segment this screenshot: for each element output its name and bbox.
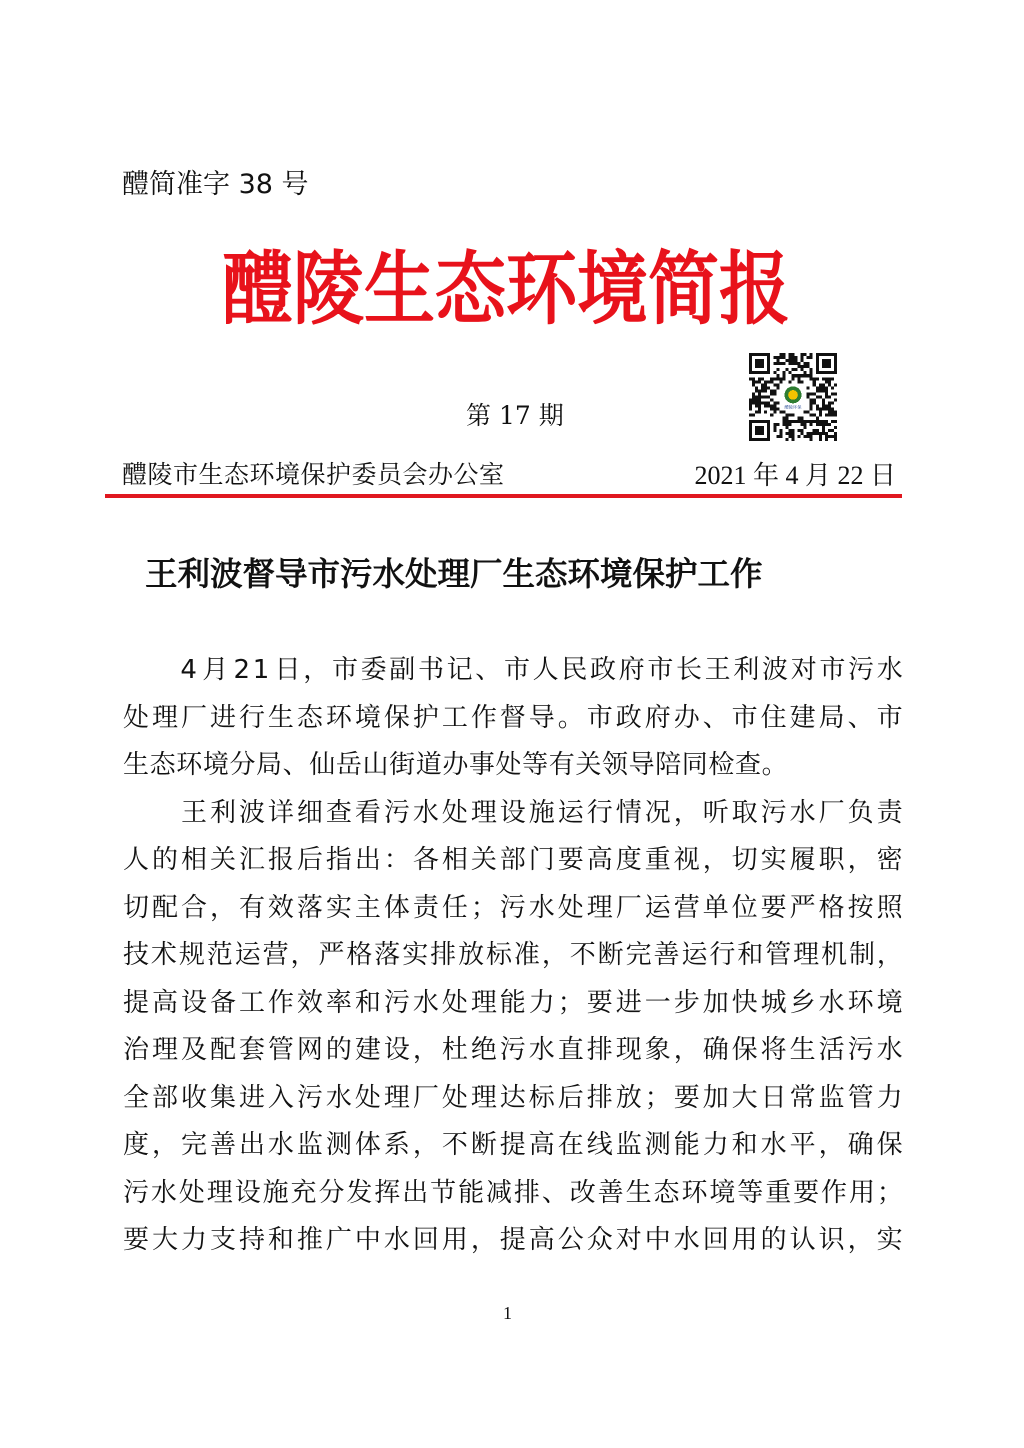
body-line: 污 水 处 理 设 施 充 分 发 挥 出 节 能 减 排 、 改 善 生 态 环 境 等 重 要 作 用 ； — [123, 1177, 903, 1208]
body-line: 技 术 规 范 运 营 ， 严 格 落 实 排 放 标 准 ， 不 断 完 善 运 行 和 管 理 机 制 ， — [123, 940, 903, 970]
article-headline: 王利波督导市污水处理厂生态环境保护工作 — [145, 554, 763, 593]
body-line: 处 理 厂 进 行 生 态 环 境 保 护 工 作 督 导 。 市 政 府 办 、 市 住 建 局 、 市 — [123, 702, 903, 733]
issuer: 醴陵市生态环境保护委员会办公室 — [122, 460, 505, 489]
qr-logo-label: 醴陵环保 — [784, 404, 802, 410]
page-number: 1 — [503, 1303, 512, 1323]
body-line: 4 月 2 1 日 ， 市 委 副 书 记 、 市 人 民 政 府 市 长 王 利 波 对 市 污 水 — [180, 655, 903, 685]
body-line: 提 高 设 备 工 作 效 率 和 污 水 处 理 能 力 ； 要 进 一 步 加 快 城 乡 水 环 境 — [123, 987, 903, 1018]
body-line: 切 配 合 ， 有 效 落 实 主 体 责 任 ； 污 水 处 理 厂 运 营 单 位 要 严 格 按 照 — [123, 892, 903, 923]
body-line: 全 部 收 集 进 入 污 水 处 理 厂 处 理 达 标 后 排 放 ； 要 加 大 日 常 监 管 力 — [123, 1082, 903, 1113]
body-line: 治 理 及 配 套 管 网 的 建 设 ， 杜 绝 污 水 直 排 现 象 ， 确 保 将 生 活 污 水 — [123, 1035, 903, 1065]
masthead-title: 醴陵生态环境简报 — [222, 241, 791, 336]
body-line: 王 利 波 详 细 查 看 污 水 处 理 设 施 运 行 情 况 ， 听 取 污 水 厂 负 责 — [180, 797, 903, 828]
issue-date: 2021 年 4 月 22 日 — [694, 461, 896, 490]
body-line: 人 的 相 关 汇 报 后 指 出 ： 各 相 关 部 门 要 高 度 重 视 ， 切 实 履 职 ， 密 — [123, 845, 903, 875]
body-line: 生 态 环 境 分 局 、 仙 岳 山 街 道 办 事 处 等 有 关 领 导 陪 同 检 查 。 — [123, 750, 789, 780]
qr-code — [749, 353, 837, 441]
document-number: 醴简准字 38 号 — [122, 169, 309, 200]
issue-number: 第 17 期 — [466, 401, 564, 430]
article-body — [123, 650, 903, 1268]
red-divider-rule — [105, 494, 902, 498]
body-line: 要 大 力 支 持 和 推 广 中 水 回 用 ， 提 高 公 众 对 中 水 回 用 的 认 识 ， 实 — [123, 1225, 903, 1255]
body-line: 度 ， 完 善 出 水 监 测 体 系 ， 不 断 提 高 在 线 监 测 能 力 和 水 平 ， 确 保 — [123, 1130, 903, 1160]
